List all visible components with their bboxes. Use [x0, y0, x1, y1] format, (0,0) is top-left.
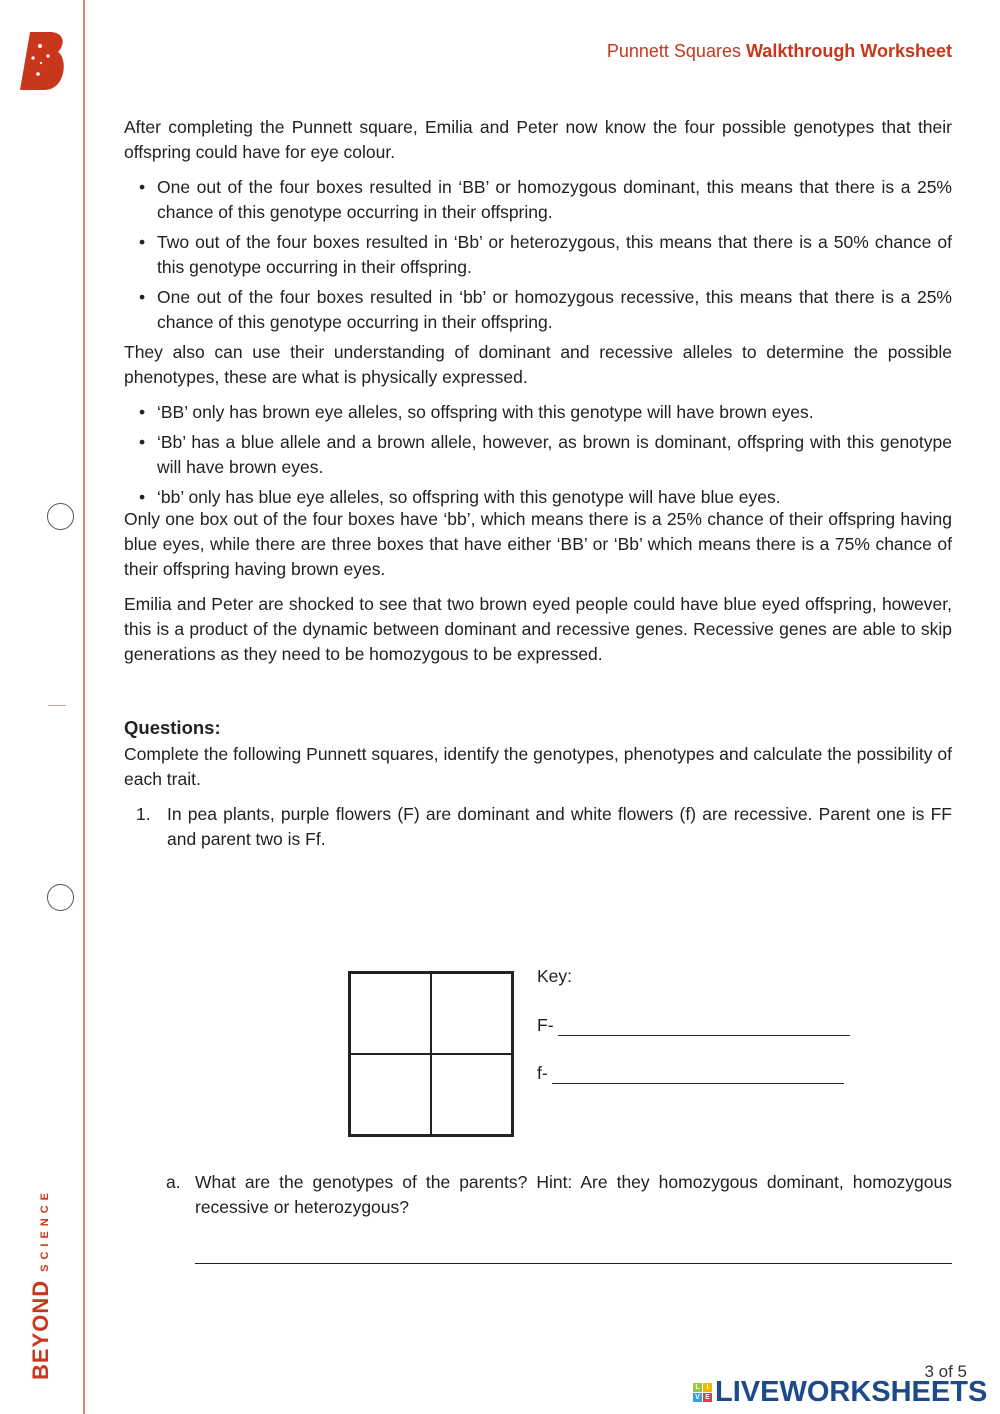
brand-subtitle: SCIENCE: [39, 1187, 51, 1272]
key-F-label: F-: [537, 1015, 554, 1035]
sub-question-label: a.: [166, 1172, 181, 1192]
list-item: • One out of the four boxes resulted in ‘bb’ or homozygous recessive, this means that there is a 25% chance of this genotype occurring in their offspring.: [124, 285, 952, 335]
list-item: • Two out of the four boxes resulted in ‘Bb’ or heterozygous, this means that there is a 50% chance of this genotype occurring in their offspring.: [124, 230, 952, 280]
sub-question-text: What are the genotypes of the parents? Hint: Are they homozygous dominant, homozygous recessive or heterozygous?: [195, 1172, 952, 1217]
key-label: Key:: [537, 966, 573, 986]
header-title: Punnett Squares: [606, 41, 741, 61]
question-number: 1.: [136, 804, 151, 824]
punnett-cell[interactable]: [350, 1054, 431, 1135]
punnett-cell[interactable]: [350, 973, 431, 1054]
key-f-label: f-: [537, 1063, 548, 1083]
brand-name: BEYOND: [28, 1279, 53, 1380]
icon-letter: L: [693, 1383, 702, 1392]
list-item: • ‘BB’ only has brown eye alleles, so offspring with this genotype will have brown eyes.: [124, 400, 952, 425]
margin-line: [83, 0, 85, 1414]
punnett-cell[interactable]: [431, 973, 512, 1054]
key-row-F: [537, 1015, 850, 1036]
key-f-answer-line[interactable]: [552, 1065, 844, 1084]
icon-letter: E: [703, 1393, 712, 1402]
watermark: [693, 1376, 987, 1409]
key-F-answer-line[interactable]: [558, 1017, 850, 1036]
list-item: • ‘Bb’ has a blue allele and a brown allele, however, as brown is dominant, offspring with this genotype will have brown eyes.: [124, 430, 952, 480]
brand-vertical: [28, 1188, 54, 1380]
list-item: • One out of the four boxes resulted in ‘BB’ or homozygous dominant, this means that there is a 25% chance of this genotype occurring in their offspring.: [124, 175, 952, 225]
question-1a: [166, 1170, 952, 1220]
watermark-text: LIVEWORKSHEETS: [715, 1376, 988, 1408]
page-number: 3 of 5: [924, 1362, 967, 1381]
liveworksheets-icon: [693, 1383, 712, 1402]
beyond-logo: [20, 32, 66, 90]
questions-instructions: Complete the following Punnett squares, identify the genotypes, phenotypes and calculate the possibility of each trait.: [124, 744, 952, 789]
binder-hole: [47, 884, 74, 911]
question-list: [124, 802, 952, 852]
phenotype-list: [124, 400, 952, 510]
icon-letter: I: [703, 1383, 712, 1392]
questions-heading: Questions:: [124, 717, 221, 738]
phenotype-intro: They also can use their understanding of dominant and recessive alleles to determine the possible phenotypes, these are what is physically expressed.: [124, 342, 952, 387]
page-header: [607, 41, 952, 62]
binder-hole: [47, 503, 74, 530]
document-body: [124, 115, 952, 852]
question-text: In pea plants, purple flowers (F) are dominant and white flowers (f) are recessive. Parent one is FF and parent two is Ff.: [167, 804, 952, 849]
icon-letter: V: [693, 1393, 702, 1402]
intro-paragraph: After completing the Punnett square, Emilia and Peter now know the four possible genotypes that their offspring could have for eye colour.: [124, 117, 952, 162]
question-1: [124, 802, 952, 852]
list-item: • ‘bb’ only has blue eye alleles, so offspring with this genotype will have blue eyes.: [124, 485, 952, 510]
genotype-list: [124, 175, 952, 335]
punnett-square: [348, 971, 514, 1137]
fold-mark: [48, 705, 66, 706]
answer-line[interactable]: [195, 1263, 952, 1264]
probability-paragraph: Only one box out of the four boxes have ‘bb’, which means there is a 25% chance of their offspring having blue eyes, while there are three boxes that have either ‘BB’ or ‘Bb’ which means there is a 75% chance of their offspring having brown eyes.: [124, 509, 952, 579]
conclusion-paragraph: Emilia and Peter are shocked to see that two brown eyed people could have blue eyed offspring, however, this is a product of the dynamic between dominant and recessive genes. Recessive genes are able to skip generations as they need to be homozygous to be expressed.: [124, 594, 952, 664]
key-row-f: [537, 1063, 844, 1084]
header-title-bold: Walkthrough Worksheet: [745, 41, 952, 61]
punnett-cell[interactable]: [431, 1054, 512, 1135]
